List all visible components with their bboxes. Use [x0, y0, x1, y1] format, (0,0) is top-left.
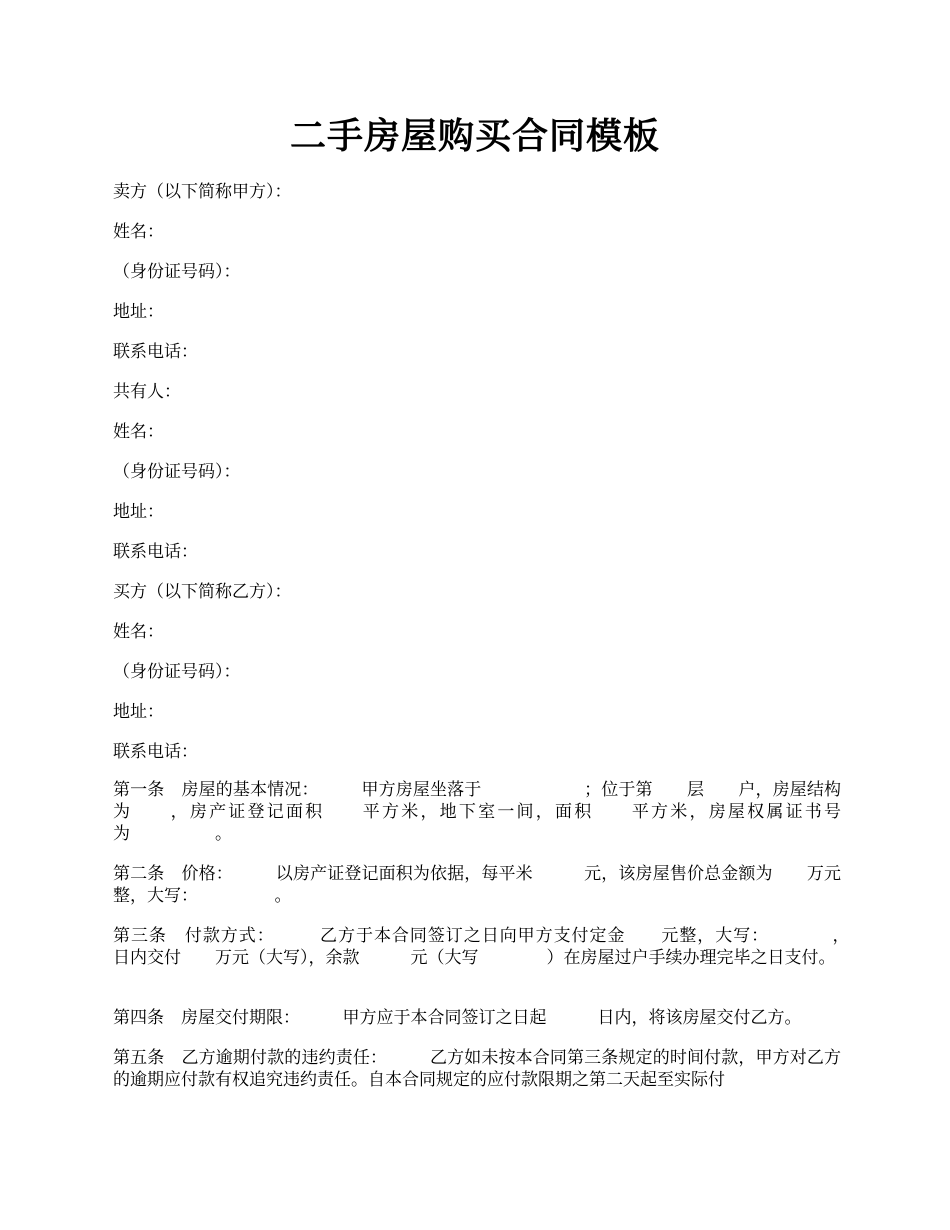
coowner-header: 共有人： [113, 382, 181, 402]
buyer-address-field: 地址： [113, 702, 164, 722]
coowner-phone-field: 联系电话： [113, 542, 198, 562]
buyer-id-field: （身份证号码）： [113, 662, 241, 682]
article-2-price: 第二条 价格： 以房产证登记面积为依据，每平米 元，该房屋售价总金额为 万元整，大写： 。 [113, 864, 841, 906]
article-4-delivery-deadline: 第四条 房屋交付期限： 甲方应于本合同签订之日起 日内，将该房屋交付乙方。 [113, 1008, 802, 1028]
coowner-id-field: （身份证号码）： [113, 462, 241, 482]
coowner-address-field: 地址： [113, 502, 164, 522]
document-title: 二手房屋购买合同模板 [289, 116, 660, 157]
seller-phone-field: 联系电话： [113, 342, 198, 362]
buyer-phone-field: 联系电话： [113, 742, 198, 762]
buyer-name-field: 姓名： [113, 622, 164, 642]
seller-header: 卖方（以下简称甲方）： [113, 182, 292, 202]
article-1-property-info: 第一条 房屋的基本情况： 甲方房屋坐落于 ；位于第 层 户，房屋结构为 ，房产证登记面积 平方米，地下室一间，面积 平方米，房屋权属证书号为 。 [113, 780, 841, 844]
seller-id-field: （身份证号码）： [113, 262, 241, 282]
article-5-late-payment-liability: 第五条 乙方逾期付款的违约责任： 乙方如未按本合同第三条规定的时间付款，甲方对乙方的逾期应付款有权追究违约责任。自本合同规定的应付款限期之第二天起至实际付 [113, 1048, 841, 1090]
coowner-name-field: 姓名： [113, 422, 164, 442]
article-3-payment-method: 第三条 付款方式： 乙方于本合同签订之日向甲方支付定金 元整，大写： ， 日内交付 万元（大写），余款 元（大写 ）在房屋过户手续办理完毕之日支付。 [113, 926, 892, 968]
seller-name-field: 姓名： [113, 222, 164, 242]
seller-address-field: 地址： [113, 302, 164, 322]
buyer-header: 买方（以下简称乙方）： [113, 582, 292, 602]
